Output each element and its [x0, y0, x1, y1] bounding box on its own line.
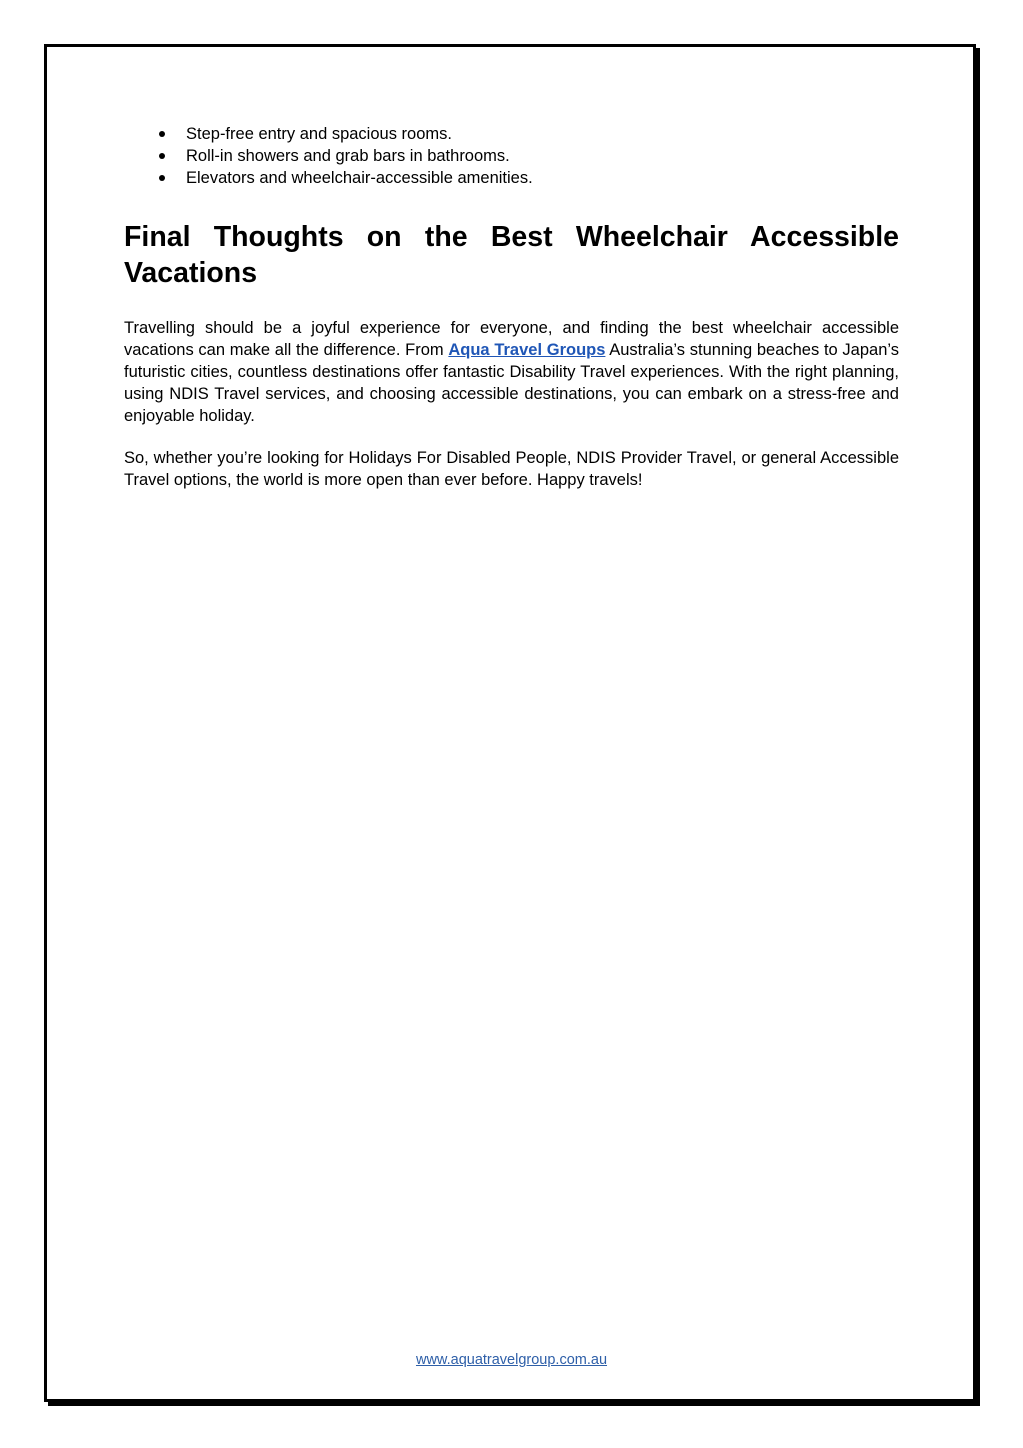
- paragraph-intro: [124, 317, 899, 427]
- page-content: [124, 123, 899, 491]
- bullet-icon: [159, 131, 165, 137]
- paragraph-text: Australia’s stunning beaches to Japan’s futuristic cities, countless destinations offer fantastic Disability Travel experiences. With the right planning, using NDIS Travel services, and choosing accessible destinations, you can embark on a stress-free and enjoyable holiday.: [124, 341, 899, 425]
- list-item: [124, 145, 899, 167]
- list-item-text: Step-free entry and spacious rooms.: [186, 125, 452, 143]
- bullet-icon: [159, 153, 165, 159]
- list-item-text: Roll-in showers and grab bars in bathrooms.: [186, 147, 510, 165]
- aqua-travel-groups-link[interactable]: Aqua Travel Groups: [448, 341, 606, 359]
- footer-website-link[interactable]: www.aquatravelgroup.com.au: [415, 1352, 608, 1368]
- bullet-list: [124, 123, 899, 189]
- paragraph-text: Travelling should be a joyful experience for everyone, and finding the best wheelchair accessible vacations can make all the difference. From: [124, 319, 899, 359]
- bullet-icon: [159, 175, 165, 181]
- section-heading: Final Thoughts on the Best Wheelchair Accessible Vacations: [124, 221, 899, 289]
- paragraph-closing: So, whether you’re looking for Holidays For Disabled People, NDIS Provider Travel, or general Accessible Travel options, the world is more open than ever before. Happy travels!: [124, 449, 899, 489]
- list-item: [124, 123, 899, 145]
- list-item-text: Elevators and wheelchair-accessible amenities.: [186, 169, 533, 187]
- list-item: [124, 167, 899, 189]
